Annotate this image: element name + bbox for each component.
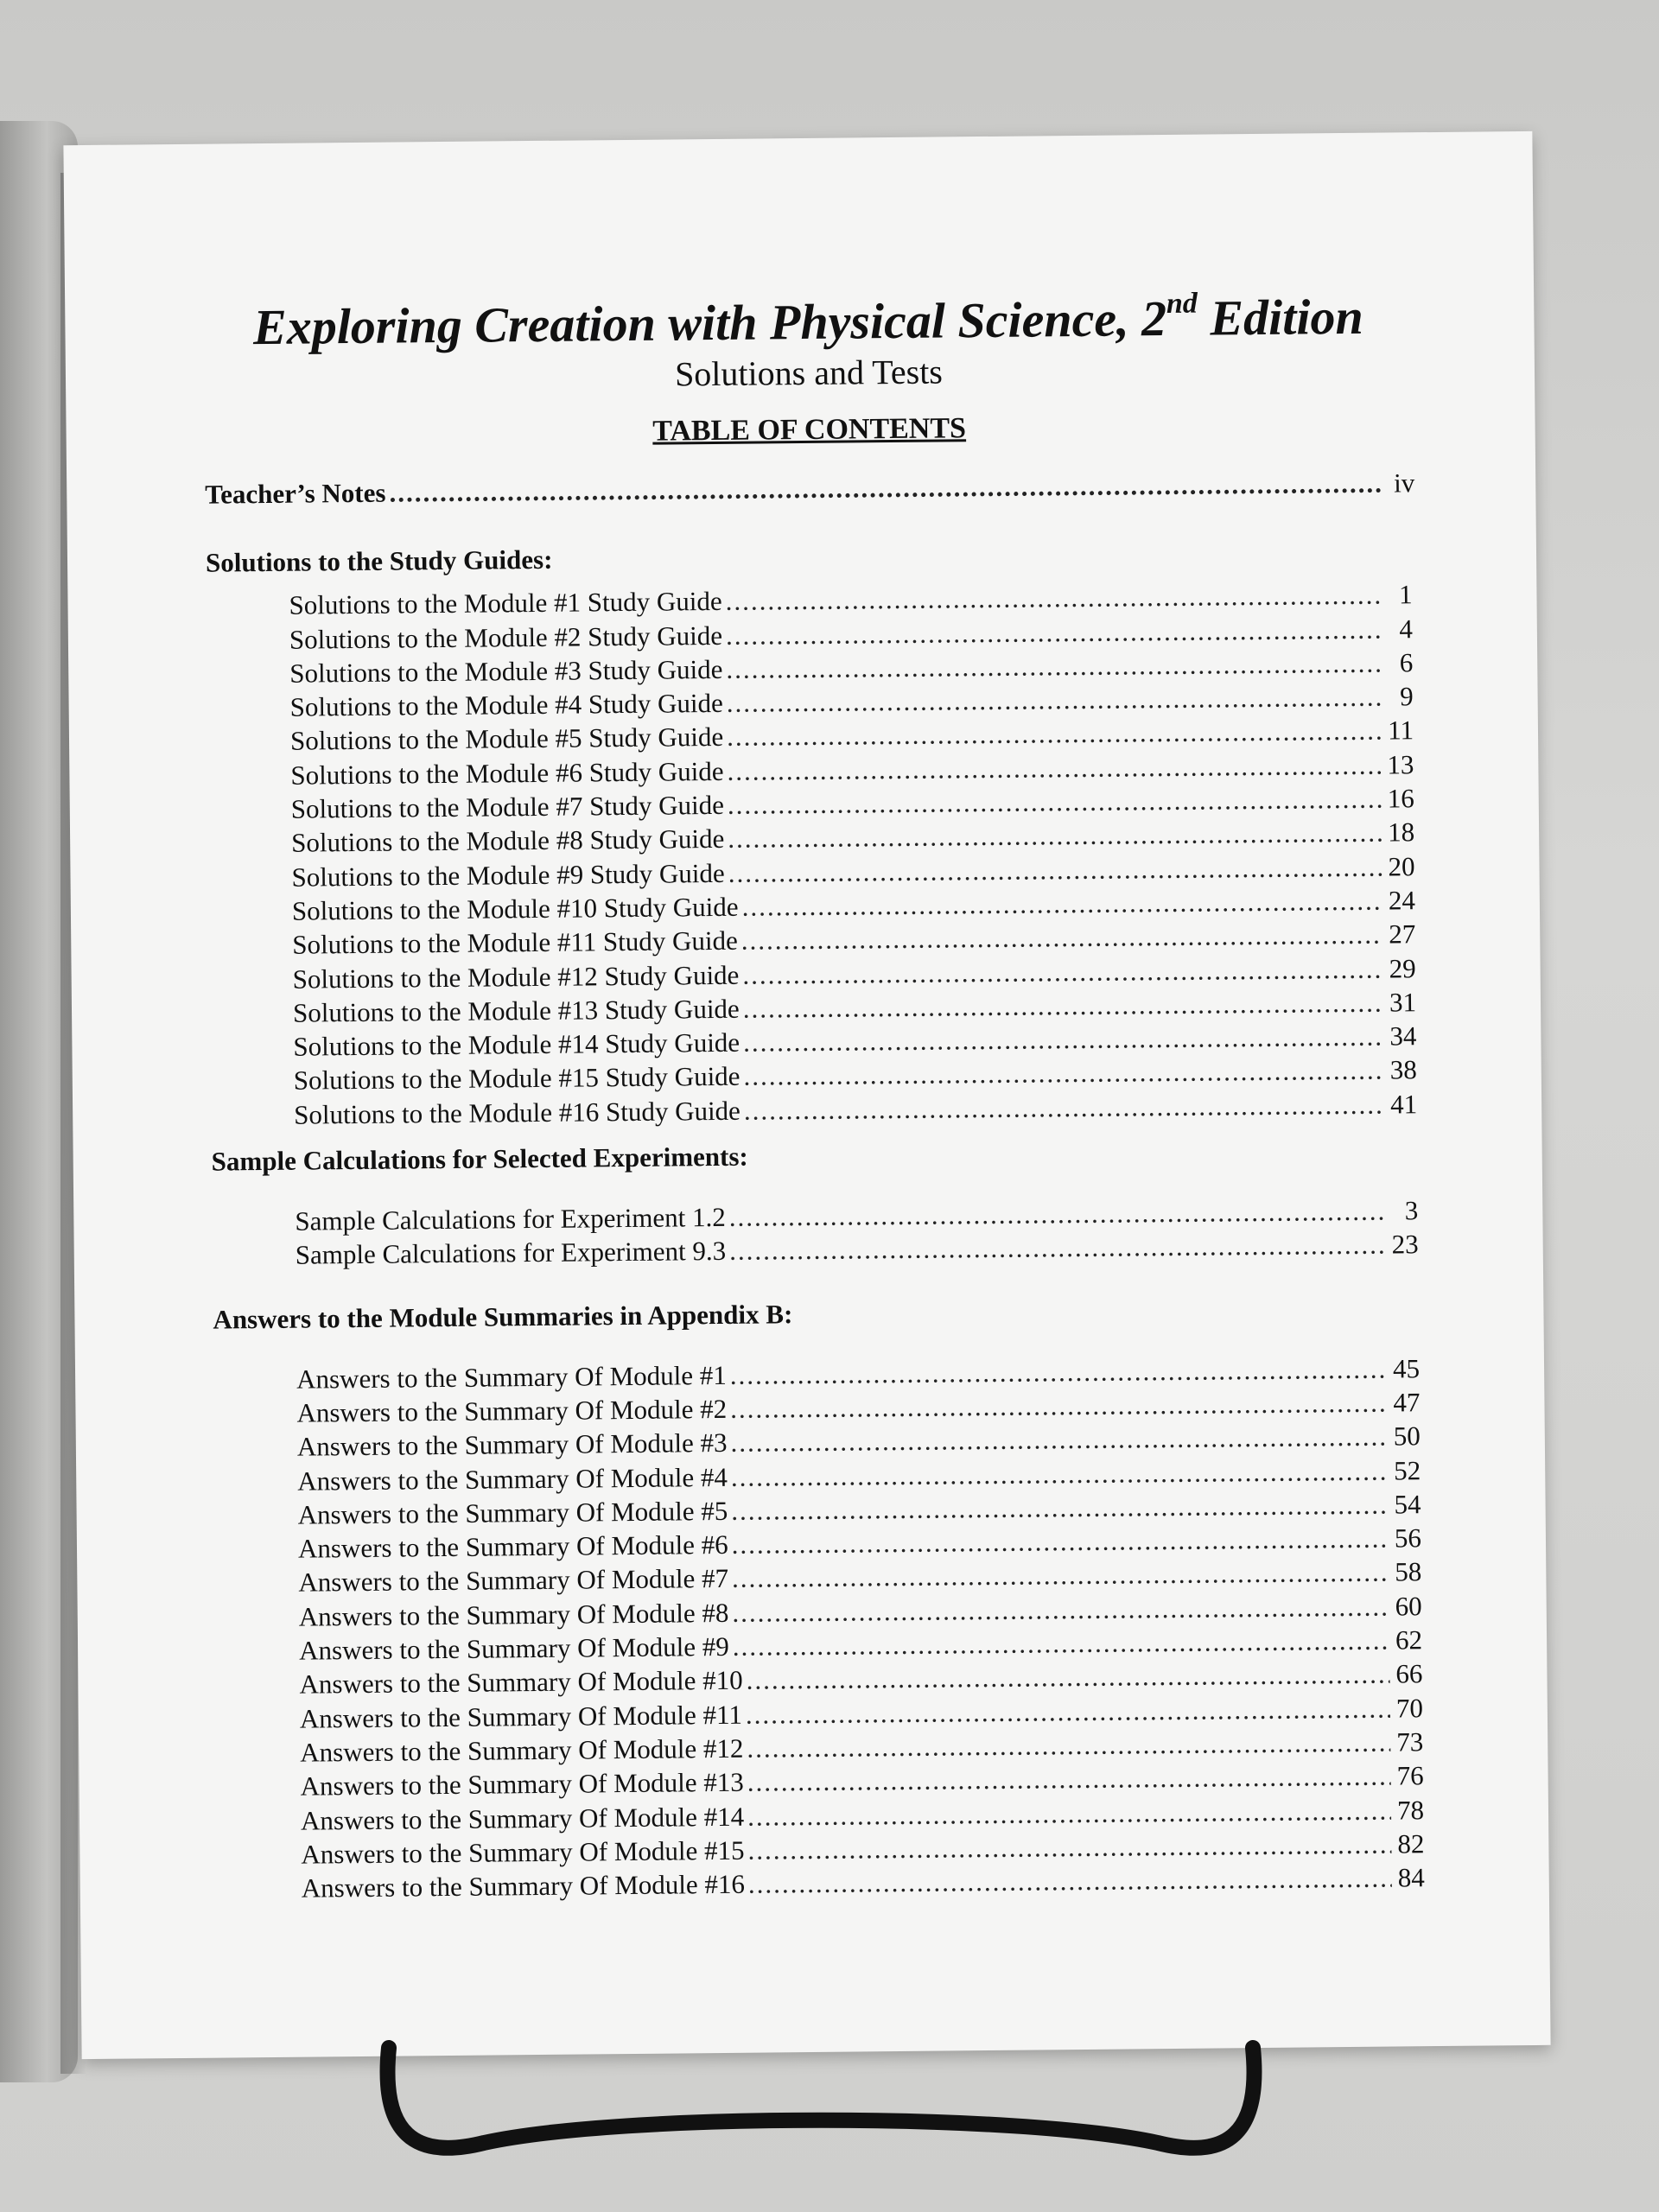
toc-section bbox=[206, 535, 1421, 1133]
toc-entry-label: Answers to the Summary Of Module #11 bbox=[299, 1699, 743, 1734]
toc-entry-page: 24 bbox=[1388, 885, 1416, 916]
toc-entry-label: Answers to the Summary Of Module #1 bbox=[296, 1359, 727, 1395]
toc-entry-page: 6 bbox=[1399, 647, 1414, 678]
toc-entry-page: 31 bbox=[1389, 987, 1417, 1018]
toc-entry-label: Solutions to the Module #9 Study Guide bbox=[291, 857, 725, 893]
toc-entry-label: Solutions to the Module #14 Study Guide bbox=[293, 1027, 741, 1062]
toc-entry-label: Answers to the Summary Of Module #10 bbox=[299, 1665, 743, 1700]
toc-entry-page: 29 bbox=[1389, 952, 1416, 984]
toc-entry-label: Solutions to the Module #6 Study Guide bbox=[290, 755, 724, 791]
book-title bbox=[203, 288, 1414, 356]
toc-entry-page: 50 bbox=[1393, 1421, 1421, 1452]
toc-entry-list bbox=[206, 578, 1417, 1133]
toc-entry-page: 66 bbox=[1395, 1658, 1423, 1689]
title-main: Exploring Creation with Physical Science, 2 bbox=[252, 289, 1167, 356]
toc-entry-label: Answers to the Summary Of Module #6 bbox=[297, 1529, 728, 1564]
toc-entry-label: Answers to the Summary Of Module #14 bbox=[300, 1801, 745, 1836]
book-stand bbox=[363, 2031, 1279, 2169]
toc-entry-page: iv bbox=[1393, 467, 1415, 499]
toc-entry-label: Answers to the Summary Of Module #3 bbox=[296, 1427, 728, 1462]
toc-entry-label: Answers to the Summary Of Module #8 bbox=[298, 1597, 729, 1632]
toc-sections bbox=[206, 535, 1428, 1906]
toc-entry-label: Solutions to the Module #16 Study Guide bbox=[294, 1095, 741, 1130]
toc-entry-page: 11 bbox=[1387, 715, 1414, 747]
toc-entry-list bbox=[213, 1351, 1425, 1906]
toc-entry-label: Solutions to the Module #7 Study Guide bbox=[290, 789, 725, 824]
toc-entry-page: 34 bbox=[1389, 1020, 1417, 1052]
toc-entry-label: Solutions to the Module #4 Study Guide bbox=[289, 688, 723, 722]
toc-entry-label: Solutions to the Module #10 Study Guide bbox=[291, 891, 739, 926]
toc-entry-page: 9 bbox=[1399, 681, 1414, 712]
toc-entry-label: Solutions to the Module #11 Study Guide bbox=[292, 925, 738, 960]
toc-entry-label: Answers to the Summary Of Module #13 bbox=[300, 1766, 744, 1802]
toc-entry-label: Answers to the Summary Of Module #16 bbox=[301, 1868, 746, 1904]
toc-entry-label: Solutions to the Module #8 Study Guide bbox=[291, 823, 725, 859]
toc-entry-page: 3 bbox=[1404, 1195, 1419, 1226]
toc-entry-page: 62 bbox=[1395, 1624, 1423, 1656]
dot-leader bbox=[744, 1087, 1385, 1127]
toc-entry-page: 47 bbox=[1393, 1387, 1421, 1418]
toc-entry-label: Solutions to the Module #3 Study Guide bbox=[289, 653, 723, 689]
dot-leader bbox=[389, 467, 1382, 510]
toc-entry-label: Sample Calculations for Experiment 1.2 bbox=[295, 1201, 726, 1236]
toc-entry-page: 54 bbox=[1394, 1489, 1421, 1520]
page-content bbox=[203, 288, 1428, 1906]
toc-entry-page: 73 bbox=[1396, 1726, 1424, 1758]
toc-entry-label: Answers to the Summary Of Module #9 bbox=[298, 1630, 729, 1666]
dot-leader bbox=[748, 1861, 1392, 1901]
toc-entry-page: 23 bbox=[1391, 1229, 1419, 1260]
toc-entry-page: 60 bbox=[1395, 1590, 1422, 1622]
toc-entry-page: 45 bbox=[1392, 1352, 1421, 1384]
book-page bbox=[63, 131, 1550, 2059]
toc-section bbox=[212, 1133, 1422, 1273]
dot-leader bbox=[729, 1228, 1386, 1268]
toc-section bbox=[213, 1291, 1428, 1906]
toc-entry-page: 70 bbox=[1395, 1692, 1424, 1724]
toc-heading: TABLE OF CONTENTS bbox=[652, 412, 967, 448]
toc-entry-page: 84 bbox=[1397, 1862, 1425, 1893]
toc-entry-page: 58 bbox=[1395, 1556, 1422, 1587]
toc-entry-page: 16 bbox=[1387, 783, 1414, 814]
section-heading: Sample Calculations for Selected Experiments: bbox=[211, 1141, 748, 1177]
title-superscript: nd bbox=[1166, 287, 1198, 320]
toc-entry-label: Answers to the Summary Of Module #15 bbox=[301, 1834, 745, 1870]
toc-entry-label: Solutions to the Module #1 Study Guide bbox=[289, 586, 722, 621]
book-subtitle: Solutions and Tests bbox=[674, 352, 944, 394]
toc-entry-page: 41 bbox=[1389, 1088, 1418, 1120]
toc-entry-label: Answers to the Summary Of Module #12 bbox=[300, 1732, 744, 1768]
toc-entry-page: 38 bbox=[1389, 1054, 1417, 1085]
toc-entry-label: Answers to the Summary Of Module #7 bbox=[298, 1563, 729, 1599]
toc-entry-label: Answers to the Summary Of Module #5 bbox=[297, 1495, 728, 1530]
toc-entry-page: 27 bbox=[1389, 918, 1416, 950]
section-heading: Answers to the Module Summaries in Appendix B: bbox=[213, 1298, 793, 1335]
toc-entry-page: 82 bbox=[1397, 1827, 1425, 1859]
toc-entry-label: Solutions to the Module #13 Study Guide bbox=[292, 993, 740, 1028]
toc-entry-page: 52 bbox=[1394, 1454, 1421, 1486]
section-heading: Solutions to the Study Guides: bbox=[205, 544, 553, 578]
toc-entry-teachers-notes bbox=[205, 466, 1414, 512]
toc-entry-page: 4 bbox=[1399, 613, 1414, 644]
toc-entry-page: 78 bbox=[1396, 1794, 1425, 1825]
toc-entry-page: 20 bbox=[1388, 850, 1415, 882]
toc-entry-label: Solutions to the Module #5 Study Guide bbox=[289, 721, 724, 757]
toc-entry-page: 76 bbox=[1396, 1760, 1424, 1791]
title-end: Edition bbox=[1197, 288, 1364, 346]
toc-entry-page: 13 bbox=[1387, 749, 1414, 780]
toc-entry-label: Answers to the Summary Of Module #4 bbox=[297, 1461, 728, 1497]
toc-entry-list bbox=[212, 1193, 1419, 1273]
toc-entry-label: Solutions to the Module #2 Study Guide bbox=[289, 620, 723, 655]
toc-entry-page: 56 bbox=[1394, 1522, 1422, 1554]
toc-entry-label: Answers to the Summary Of Module #2 bbox=[296, 1393, 728, 1428]
toc-entry-label: Teacher’s Notes bbox=[205, 477, 386, 510]
toc-entry-page: 18 bbox=[1387, 817, 1415, 848]
toc-entry-label: Solutions to the Module #15 Study Guide bbox=[293, 1061, 741, 1096]
toc-entry-page: 1 bbox=[1398, 579, 1413, 610]
toc-entry-label: Solutions to the Module #12 Study Guide bbox=[292, 959, 740, 995]
toc-entry-label: Sample Calculations for Experiment 9.3 bbox=[295, 1236, 727, 1271]
